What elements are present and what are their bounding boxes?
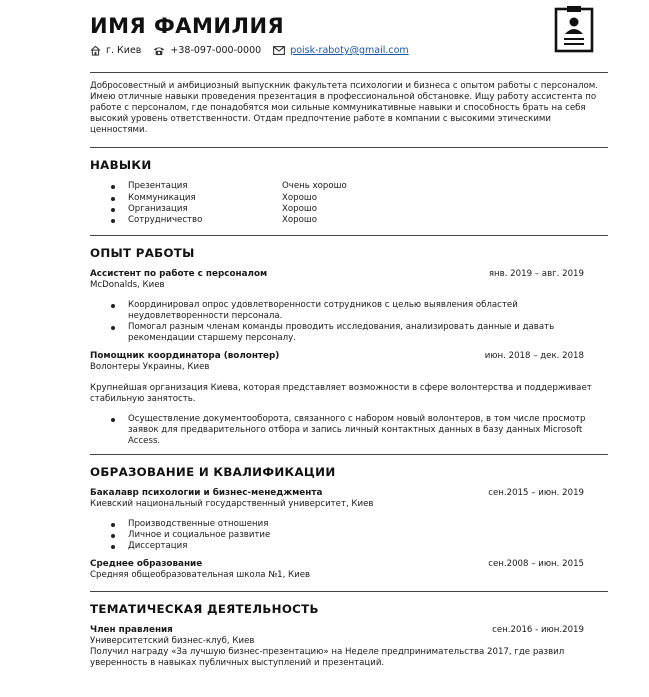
list-item: Координировал опрос удовлетворенности сотрудников с целью выявления областей неудовлетворенности персонала. bbox=[90, 300, 608, 322]
skill-item bbox=[90, 215, 608, 226]
contact-bar bbox=[90, 45, 421, 56]
institution: Киевский национальный государственный университет, Киев bbox=[90, 499, 374, 510]
summary-text: Добросовестный и амбициозный выпускник факультета психологии и бизнеса с опытом работы с персоналом. Имею отличные навыки проведения презентация в профессиональной обстановке. Ищу работу ассистента по работе с персоналом, где понадобятся мои сильные коммуникативные навыки и способность брать на себя высокий уровень ответственности. Отдам предпочтение работе в компании с высокими этическими ценностями. bbox=[90, 81, 598, 136]
degree-bullets bbox=[90, 519, 608, 552]
divider bbox=[90, 591, 608, 592]
contact-email bbox=[273, 45, 408, 56]
skill-item bbox=[90, 193, 608, 204]
city-text: г. Киев bbox=[106, 45, 142, 56]
skill-level: Хорошо bbox=[282, 215, 317, 226]
institution: Средняя общеобразовательная школа №1, Киев bbox=[90, 570, 311, 581]
skill-name: Презентация bbox=[128, 181, 188, 192]
home-icon bbox=[90, 45, 101, 56]
divider bbox=[90, 147, 608, 148]
list-item: Диссертация bbox=[90, 541, 608, 552]
skill-item bbox=[90, 204, 608, 215]
education-entry bbox=[90, 559, 608, 581]
education-heading: ОБРАЗОВАНИЕ И КВАЛИФИКАЦИИ bbox=[90, 465, 336, 480]
experience-entry bbox=[90, 351, 608, 447]
skills-heading: НАВЫКИ bbox=[90, 158, 152, 173]
activities-heading: ТЕМАТИЧЕСКАЯ ДЕЯТЕЛЬНОСТЬ bbox=[90, 602, 319, 617]
person-name: ИМЯ ФАМИЛИЯ bbox=[90, 14, 285, 38]
job-dates: янв. 2019 – авг. 2019 bbox=[488, 269, 584, 280]
skill-level: Очень хорошо bbox=[282, 181, 347, 192]
activity-dates: сен.2016 - июн.2019 bbox=[492, 625, 584, 636]
employer: Волонтеры Украины, Киев bbox=[90, 362, 210, 373]
activity-description: Получил награду «За лучшую бизнес-презентацию» на Неделе предпринимательства 2017, где развил уверенность в навыках публичных выступлений и презентаций. bbox=[90, 647, 565, 669]
divider bbox=[90, 72, 608, 73]
skill-name: Коммуникация bbox=[128, 192, 196, 203]
clipboard-resume-icon bbox=[550, 5, 598, 53]
experience-entry bbox=[90, 269, 608, 344]
org-description: Крупнейшая организация Киева, которая представляет возможности в сфере волонтерства и поддерживает стабильную занятость. bbox=[90, 383, 592, 405]
employer: McDonalds, Киев bbox=[90, 280, 165, 291]
list-item: Производственные отношения bbox=[90, 519, 608, 530]
experience-heading: ОПЫТ РАБОТЫ bbox=[90, 246, 195, 261]
mail-icon bbox=[273, 46, 285, 55]
activity-title: Член правления bbox=[90, 625, 173, 636]
job-bullets bbox=[90, 300, 608, 344]
contact-city bbox=[90, 45, 141, 56]
skill-name: Организация bbox=[128, 203, 188, 214]
list-item: Помогал разным членам команды проводить исследования, анализировать данные и давать рекомендации старшему персоналу. bbox=[90, 322, 608, 344]
phone-text: +38-097-000-0000 bbox=[170, 45, 262, 56]
activity-entry bbox=[90, 625, 608, 669]
degree-dates: сен.2008 – июн. 2015 bbox=[488, 559, 584, 570]
skill-level: Хорошо bbox=[282, 203, 317, 214]
education-entry bbox=[90, 488, 608, 552]
contact-phone bbox=[153, 45, 261, 56]
job-title: Ассистент по работе с персоналом bbox=[90, 269, 268, 280]
degree-dates: сен.2015 – июн. 2019 bbox=[488, 488, 584, 499]
skill-name: Сотрудничество bbox=[128, 215, 203, 226]
job-dates: июн. 2018 – дек. 2018 bbox=[484, 351, 584, 362]
job-bullets bbox=[90, 414, 608, 447]
list-item: Осуществление документооборота, связанного с набором новый волонтеров, в том числе просмотр заявок для предварительного отбора и запись личный контактных данных в базу данных Microsoft Access. bbox=[90, 414, 608, 447]
phone-icon bbox=[153, 46, 165, 56]
job-title: Помощник координатора (волонтер) bbox=[90, 351, 280, 362]
email-link[interactable]: poisk-raboty@gmail.com bbox=[290, 45, 409, 56]
resume-page bbox=[90, 0, 608, 669]
skill-item bbox=[90, 181, 608, 192]
skills-list bbox=[90, 181, 608, 226]
skill-level: Хорошо bbox=[282, 192, 317, 203]
divider bbox=[90, 454, 608, 455]
divider bbox=[90, 235, 608, 236]
degree-title: Среднее образование bbox=[90, 559, 203, 570]
activity-org: Университетский бизнес-клуб, Киев bbox=[90, 636, 255, 647]
resume-header bbox=[90, 0, 608, 72]
list-item: Личное и социальное развитие bbox=[90, 530, 608, 541]
degree-title: Бакалавр психологии и бизнес-менеджмента bbox=[90, 488, 323, 499]
